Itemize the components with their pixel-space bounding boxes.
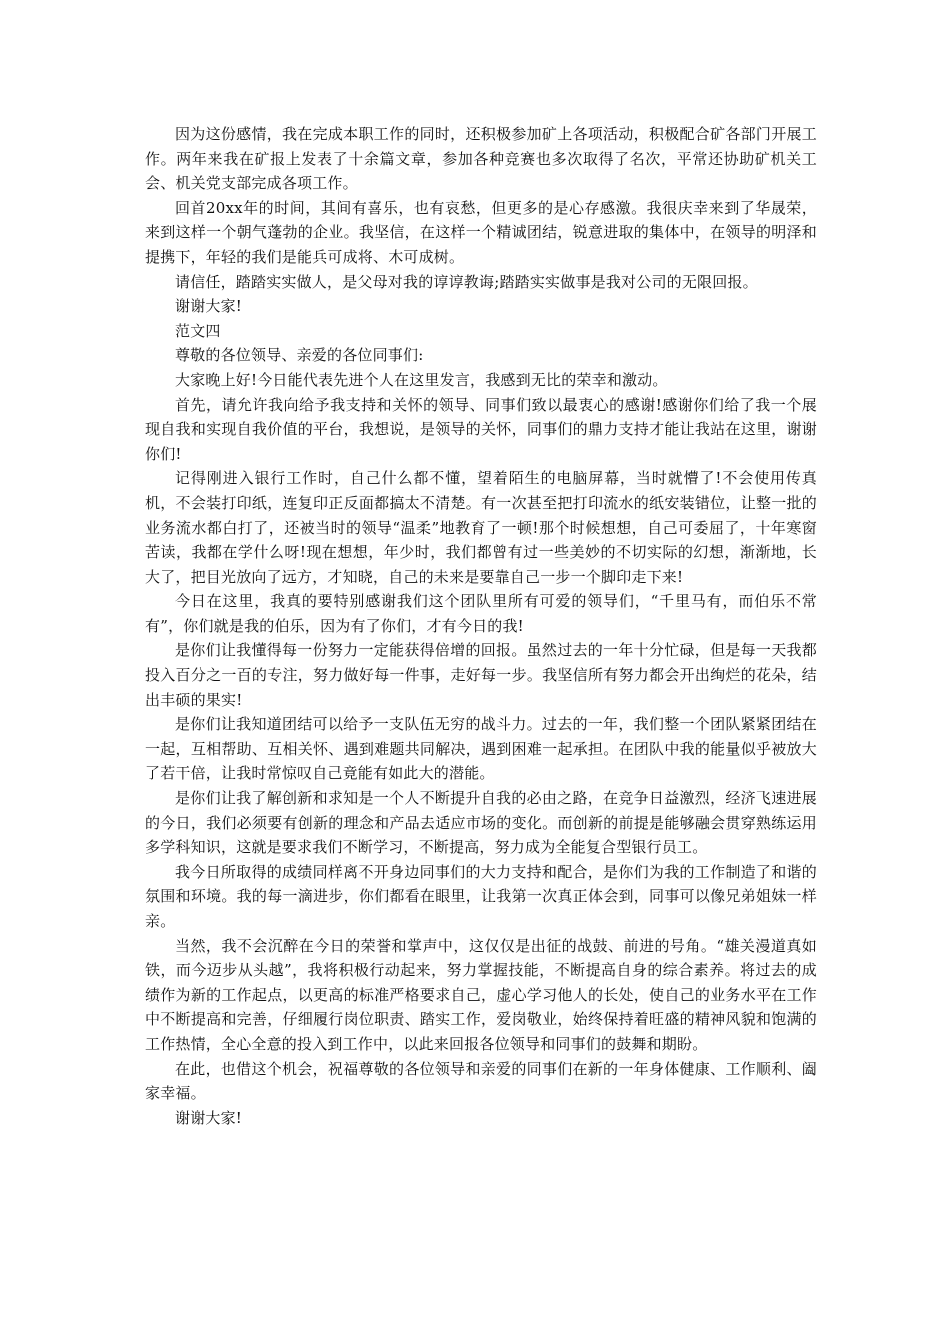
paragraph-colleagues: 我今日所取得的成绩同样离不开身边同事们的大力支持和配合，是你们为我的工作制造了和谐的氛围和环境。我的每一滴进步，你们都看在眼里，让我第一次真正体会到，同事可以像兄弟姐妹一样亲。 bbox=[145, 862, 817, 930]
paragraph-thanks-1: 谢谢大家! bbox=[175, 297, 243, 316]
paragraph-teamwork: 是你们让我知道团结可以给予一支队伍无穷的战斗力。过去的一年，我们整一个团队紧紧团结在一起，互相帮助、互相关怀、遇到难题共同解决，遇到困难一起承担。在团队中我的能量似乎被放大了若干倍，让我时常惊叹自己竟能有如此大的潜能。 bbox=[145, 715, 817, 783]
document-body bbox=[145, 122, 817, 1130]
paragraph-gratitude: 首先，请允许我向给予我支持和关怀的领导、同事们致以最衷心的感谢!感谢你们给了我一个展现自我和实现自我价值的平台，我想说，是领导的关怀，同事们的鼎力支持才能让我站在这里，谢谢你们! bbox=[145, 395, 817, 463]
section-heading: 范文四 bbox=[175, 321, 221, 340]
paragraph-blessing: 在此，也借这个机会，祝福尊敬的各位领导和亲爱的同事们在新的一年身体健康、工作顺利、阖家幸福。 bbox=[145, 1059, 817, 1103]
paragraph-innovation: 是你们让我了解创新和求知是一个人不断提升自我的必由之路，在竞争日益激烈，经济飞速进展的今日，我们必须要有创新的理念和产品去适应市场的变化。而创新的前提是能够融会贯穿熟练运用多学科知识，这就是要求我们不断学习，不断提高，努力成为全能复合型银行员工。 bbox=[145, 789, 817, 857]
paragraph-resolve: 当然，我不会沉醉在今日的荣誉和掌声中，这仅仅是出征的战鼓、前进的号角。“雄关漫道真如铁，而今迈步从头越”，我将积极行动起来，努力掌握技能，不断提高自身的综合素养。将过去的成绩作为新的工作起点，以更高的标准严格要求自己，虚心学习他人的长处，使自己的业务水平在工作中不断提高和完善，仔细履行岗位职责、踏实工作，爱岗敬业，始终保持着旺盛的精神风貌和饱满的工作热情，全心全意的投入到工作中，以此来回报各位领导和同事们的鼓舞和期盼。 bbox=[145, 936, 817, 1053]
paragraph-thanks-2: 谢谢大家! bbox=[175, 1108, 243, 1127]
paragraph-memory: 记得刚进入银行工作时，自己什么都不懂，望着陌生的电脑屏幕，当时就懵了!不会使用传真机，不会装打印纸，连复印正反面都搞太不清楚。有一次甚至把打印流水的纸安装错位，让整一批的业务流水都白打了，还被当时的领导“温柔”地教育了一顿!那个时候想想，自己可委屈了，十年寒窗苦读，我都在学什么呀!现在想想，年少时，我们都曾有过一些美妙的不切实际的幻想，渐渐地，长大了，把目光放向了远方，才知晓，自己的未来是要靠自己一步一个脚印走下来! bbox=[145, 469, 817, 586]
paragraph-greeting: 大家晚上好!今日能代表先进个人在这里发言，我感到无比的荣幸和激动。 bbox=[175, 370, 668, 389]
paragraph-2: 回首20xx年的时间，其间有喜乐，也有哀愁，但更多的是心存感激。我很庆幸来到了华晟荣，来到这样一个朝气蓬勃的企业。我坚信，在这样一个精诚团结，锐意进取的集体中，在领导的明泽和提携下，年轻的我们是能兵可成将、木可成树。 bbox=[145, 198, 817, 266]
paragraph-leaders: 今日在这里，我真的要特别感谢我们这个团队里所有可爱的领导们，“千里马有，而伯乐不常有”，你们就是我的伯乐，因为有了你们，才有今日的我! bbox=[145, 592, 817, 635]
paragraph-1: 因为这份感情，我在完成本职工作的同时，还积极参加矿上各项活动，积极配合矿各部门开展工作。两年来我在矿报上发表了十余篇文章，参加各种竞赛也多次取得了名次，平常还协助矿机关工会、机关党支部完成各项工作。 bbox=[145, 125, 817, 193]
paragraph-effort: 是你们让我懂得每一份努力一定能获得倍增的回报。虽然过去的一年十分忙碌，但是每一天我都投入百分之一百的专注，努力做好每一件事，走好每一步。我坚信所有努力都会开出绚烂的花朵，结出丰硕的果实! bbox=[145, 641, 817, 709]
paragraph-3: 请信任，踏踏实实做人，是父母对我的谆谆教诲;踏踏实实做事是我对公司的无限回报。 bbox=[175, 272, 758, 291]
salutation: 尊敬的各位领导、亲爱的各位同事们: bbox=[175, 346, 424, 365]
